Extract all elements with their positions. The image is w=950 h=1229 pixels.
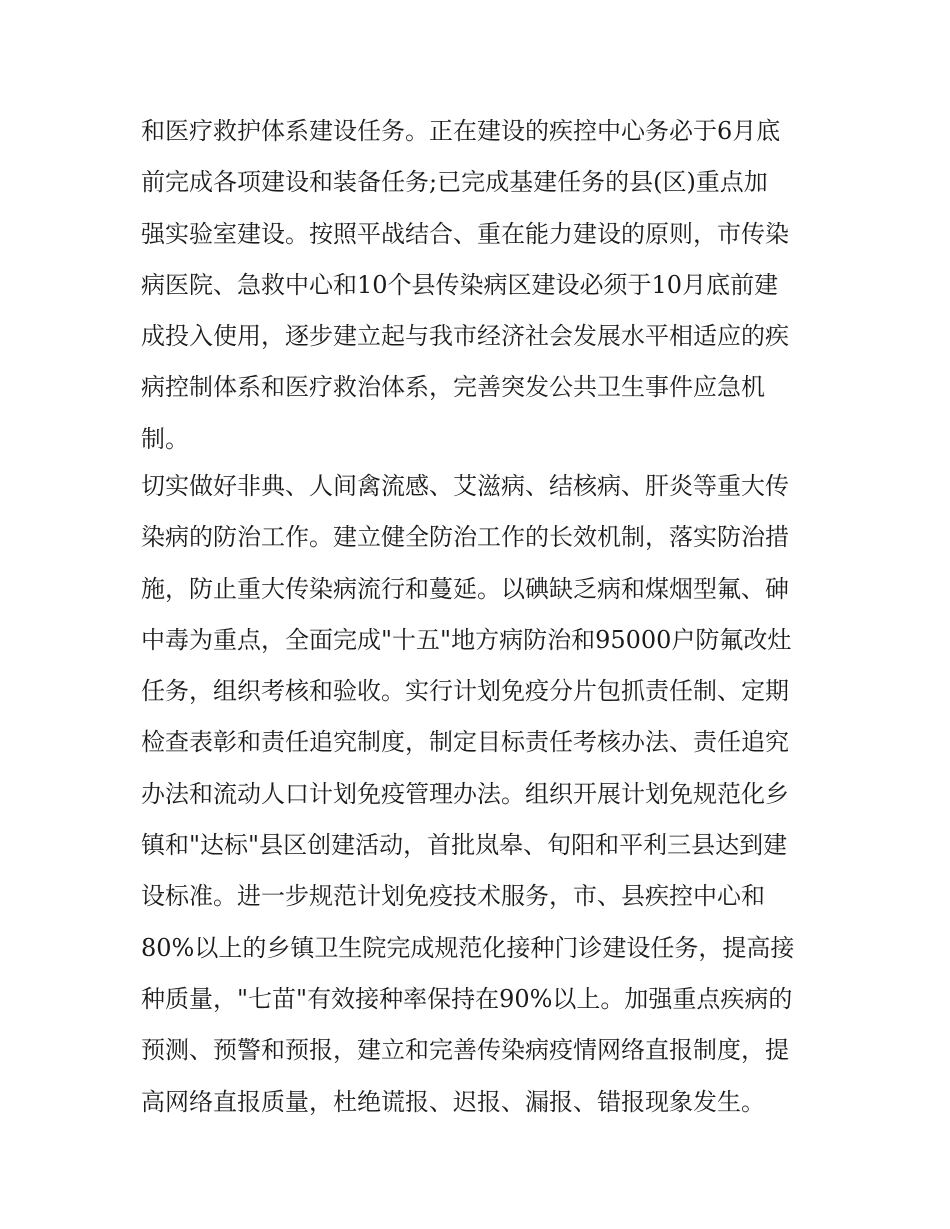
paragraph-line: 设标准。进一步规范计划免疫技术服务，市、县疾控中心和 [141, 882, 765, 911]
paragraph-line: 80%以上的乡镇卫生院完成规范化接种门诊建设任务，提高接 [141, 933, 795, 962]
paragraph-line: 种质量，"七苗"有效接种率保持在90%以上。加强重点疾病的 [141, 984, 793, 1013]
paragraph-line: 施，防止重大传染病流行和蔓延。以碘缺乏病和煤烟型氟、砷 [141, 574, 789, 603]
paragraph-1 [141, 106, 821, 465]
paragraph-line: 制。 [141, 424, 189, 453]
paragraph-line: 和医疗救护体系建设任务。正在建设的疾控中心务必于6月底 [141, 117, 781, 145]
paragraph-line: 检查表彰和责任追究制度，制定目标责任考核办法、责任追究 [141, 728, 789, 757]
paragraph-line: 染病的防治工作。建立健全防治工作的长效机制，落实防治措 [141, 523, 789, 552]
paragraph-line: 病控制体系和医疗救治体系，完善突发公共卫生事件应急机 [141, 373, 765, 402]
paragraph-line: 前完成各项建设和装备任务;已完成基建任务的县(区)重点加 [141, 168, 768, 197]
paragraph-line: 病医院、急救中心和10个县传染病区建设必须于10月底前建 [141, 270, 779, 299]
paragraph-line: 强实验室建设。按照平战结合、重在能力建设的原则，市传染 [141, 219, 789, 248]
paragraph-line: 高网络直报质量，杜绝谎报、迟报、漏报、错报现象发生。 [141, 1087, 765, 1116]
paragraph-line: 切实做好非典、人间禽流感、艾滋病、结核病、肝炎等重大传 [141, 472, 789, 500]
paragraph-2 [141, 461, 821, 1128]
paragraph-line: 中毒为重点，全面完成"十五"地方病防治和95000户防氟改灶 [141, 625, 792, 654]
paragraph-line: 预测、预警和预报，建立和完善传染病疫情网络直报制度，提 [141, 1036, 789, 1065]
paragraph-line: 镇和"达标"县区创建活动，首批岚皋、旬阳和平利三县达到建 [141, 831, 788, 860]
paragraph-line: 办法和流动人口计划免疫管理办法。组织开展计划免规范化乡 [141, 779, 789, 808]
paragraph-line: 任务，组织考核和验收。实行计划免疫分片包抓责任制、定期 [141, 677, 789, 706]
paragraph-line: 成投入使用，逐步建立起与我市经济社会发展水平相适应的疾 [141, 322, 789, 351]
